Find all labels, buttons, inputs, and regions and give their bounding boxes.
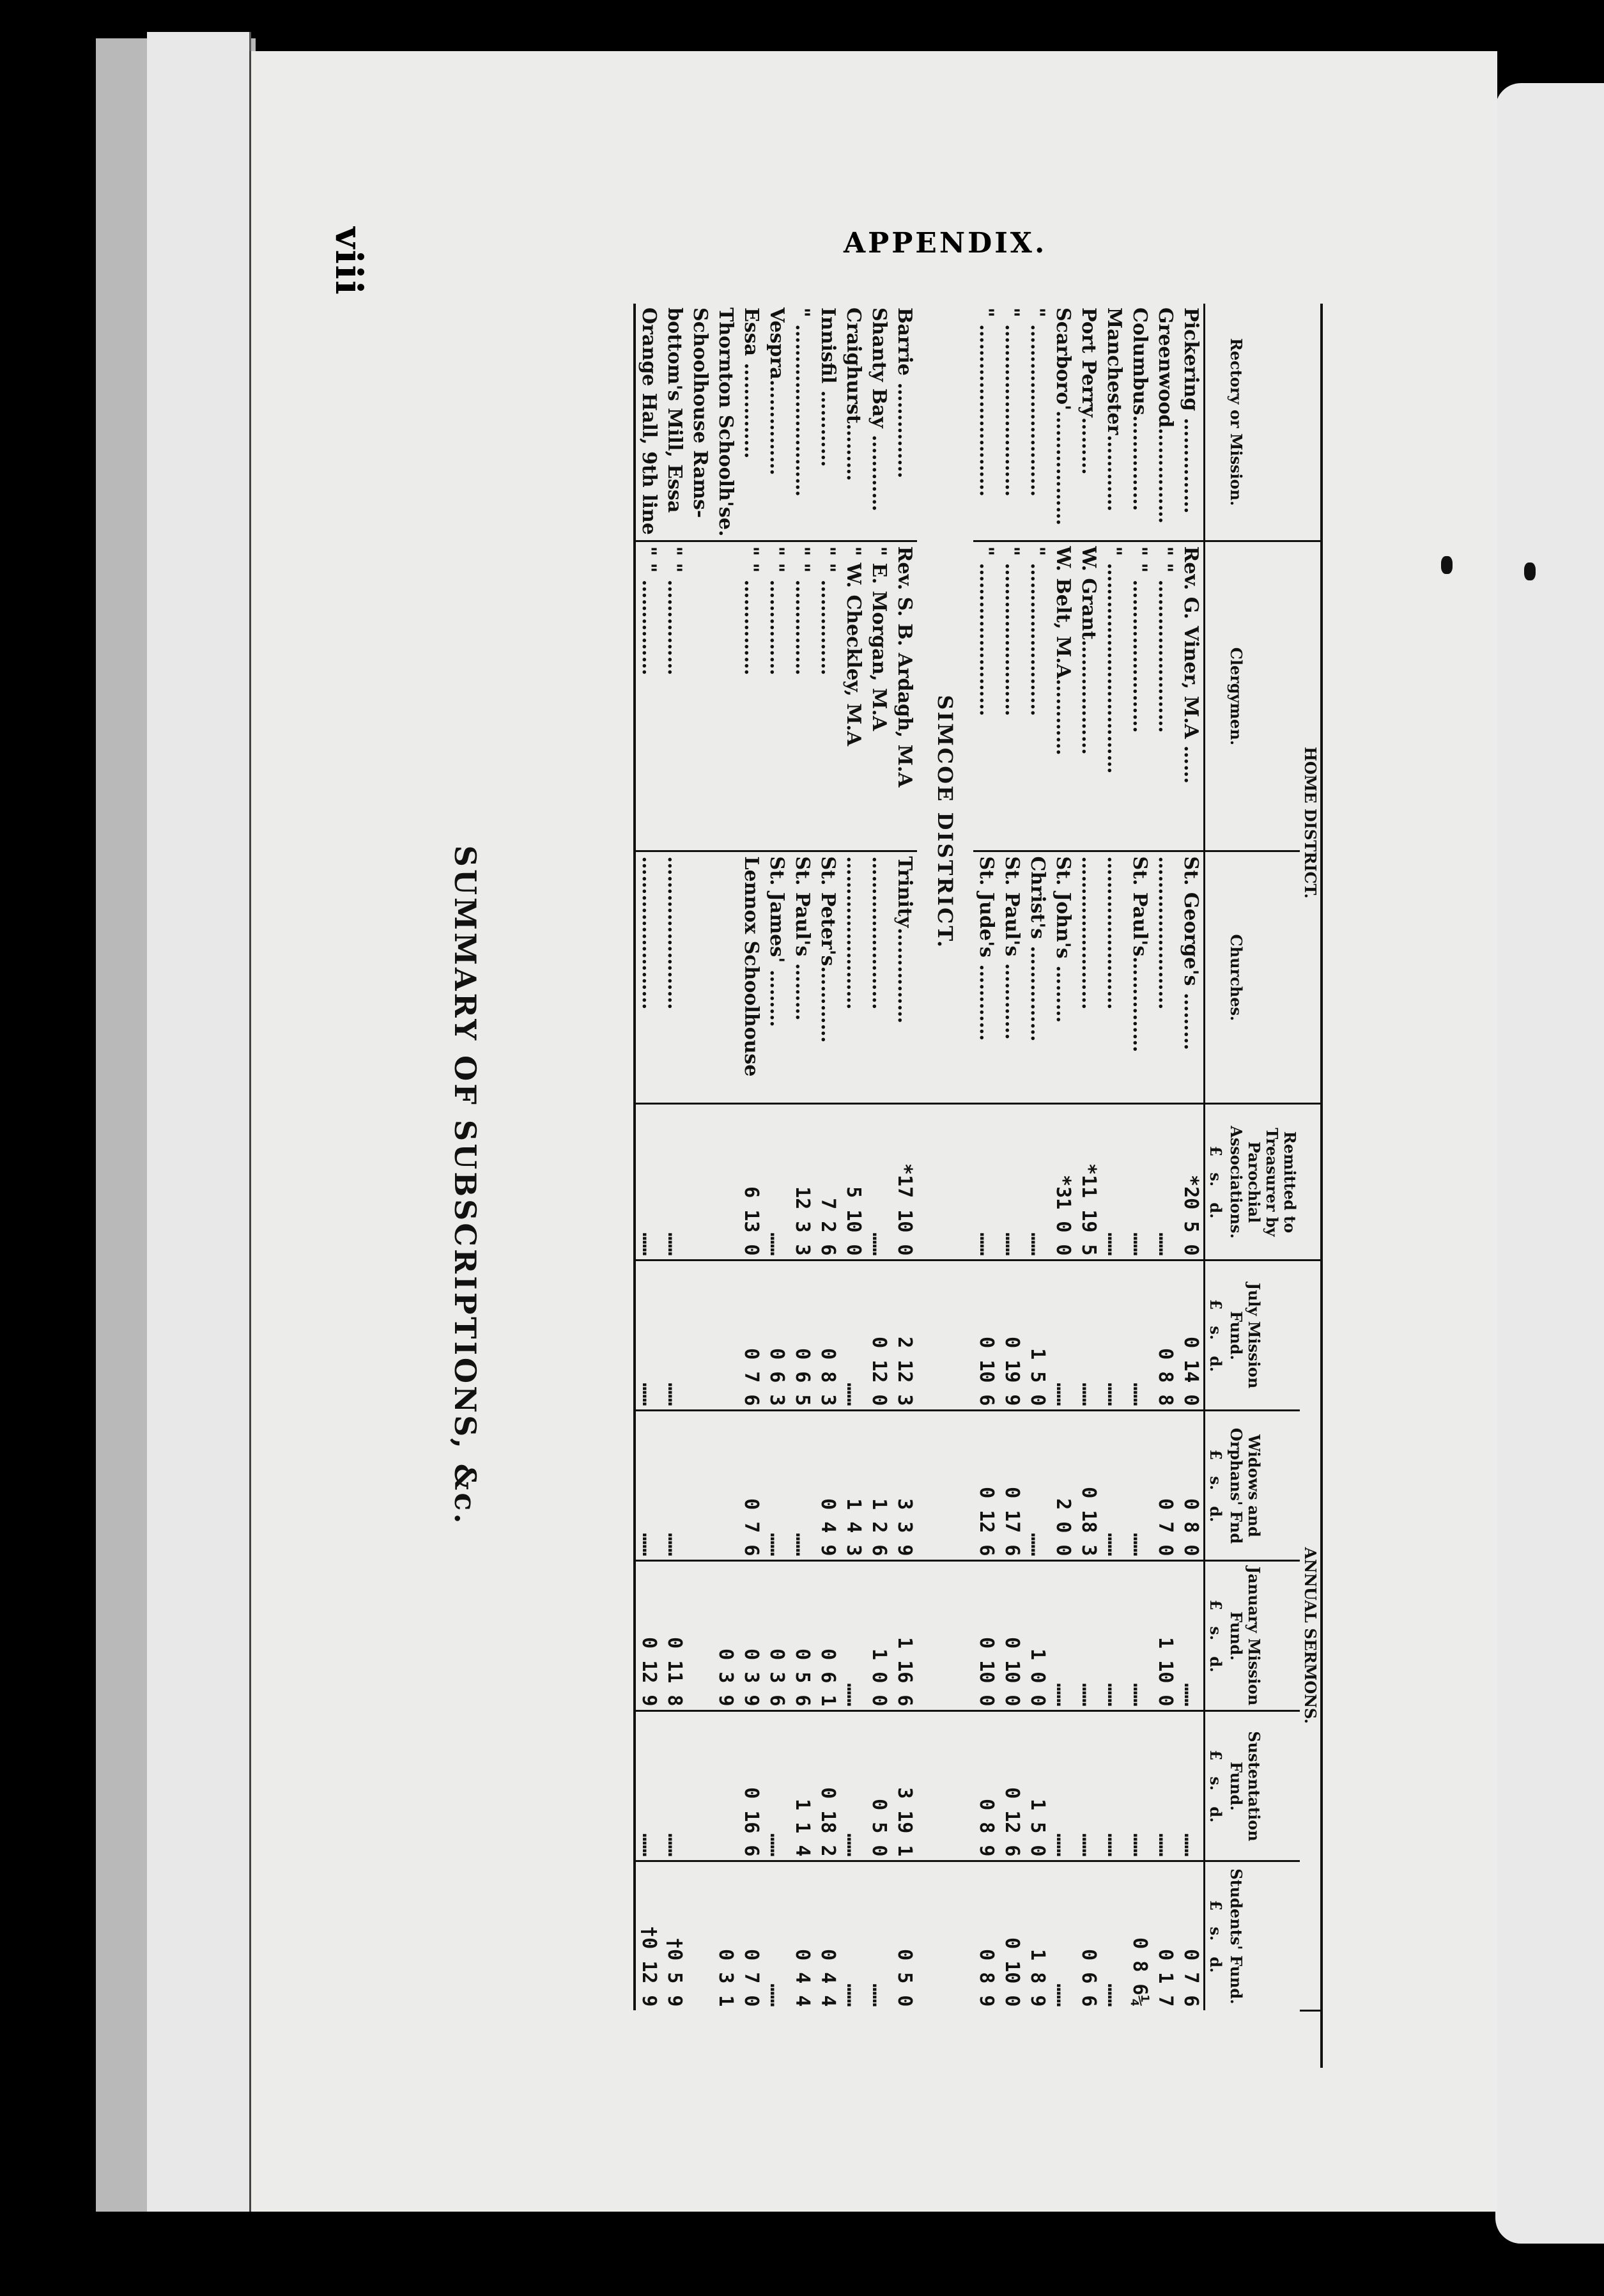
- annual-sermons-header: ANNUAL SERMONS.: [1300, 1260, 1322, 2011]
- table-cell-clergy: W. Belt, M.A…………: [1050, 541, 1076, 851]
- table-cell-clergy: " E. Morgan, M.A: [866, 541, 891, 851]
- table-cell-january: 0 3 6: [764, 1561, 789, 1711]
- subscriptions-table: [633, 304, 1323, 2068]
- table-cell-sust: 0 16 6: [738, 1711, 764, 1861]
- table-cell-clergy: Rev. S. B. Ardagh, M.A: [891, 541, 917, 851]
- table-cell: [917, 304, 973, 541]
- table-cell-remitted: 5 10 0: [840, 1104, 866, 1260]
- table-cell-remitted: ……: [999, 1104, 1024, 1260]
- table-cell-remitted: ……: [1024, 1104, 1050, 1260]
- table-cell-church: Lennox Schoolhouse: [738, 851, 764, 1104]
- table-cell-january: ……: [1127, 1561, 1152, 1711]
- table-cell-church: ……………………: [840, 851, 866, 1104]
- table-cell-church: St. Paul's……………: [1127, 851, 1152, 1104]
- table-cell-widows: 0 17 6: [999, 1411, 1024, 1561]
- table-cell-remitted: *20 5 0: [1178, 1104, 1205, 1260]
- table-cell-rectory: " ………………………: [1026, 307, 1049, 497]
- table-cell-sust: ……: [840, 1711, 866, 1861]
- table-cell-sust: 0 18 2: [815, 1711, 840, 1861]
- table-cell: [917, 1260, 973, 1411]
- table-cell-remitted: ……: [866, 1104, 891, 1260]
- table-cell-church: ……………………: [1076, 851, 1101, 1104]
- table-cell-sust: ……: [1050, 1711, 1076, 1861]
- table-cell-widows: 0 7 0: [1152, 1411, 1178, 1561]
- table-cell-widows: 3 3 9: [891, 1411, 917, 1561]
- table-cell-students: ……: [840, 1861, 866, 2011]
- col-january: January Mission Fund.: [1226, 1561, 1300, 1711]
- table-cell-remitted: *11 19 5: [1076, 1104, 1101, 1260]
- table-cell-clergy: " " ……………: [635, 541, 661, 851]
- table-cell-remitted: ……: [1101, 1104, 1127, 1260]
- table-cell-widows: ……: [1101, 1411, 1127, 1561]
- table-cell-widows: ……: [635, 1411, 661, 1561]
- table-cell-clergy: W. Grant………………: [1076, 541, 1101, 851]
- col-july: July Mission Fund.: [1226, 1260, 1300, 1411]
- table-row: [1127, 304, 1152, 2068]
- table-cell-sust: 3 19 1: [891, 1711, 917, 1861]
- table-cell-widows: 0 12 6: [973, 1411, 999, 1561]
- col-students: Students' Fund.: [1226, 1861, 1300, 2011]
- table-cell-students: 0 7 6: [1178, 1861, 1205, 2011]
- money-units: £ s. d.: [1205, 1260, 1226, 1411]
- table-cell-students: †0 5 9: [661, 1861, 687, 2011]
- table-cell-students: 0 8 6¼: [1127, 1861, 1152, 2011]
- table-cell-remitted: 6 13 0: [738, 1104, 764, 1260]
- table-cell-students: 0 4 4: [815, 1861, 840, 2011]
- header-blank: [1300, 2010, 1322, 2068]
- table-cell-sust: ……: [1178, 1711, 1205, 1861]
- table-cell-church: Trinity……………: [891, 851, 917, 1104]
- table-cell-sust: ……: [1076, 1711, 1101, 1861]
- table-cell-january: 0 11 8: [661, 1561, 687, 1711]
- table-cell-rectory: Columbus……………: [1129, 307, 1151, 511]
- table-cell-rectory: Thornton Schoolh'se.: [714, 307, 737, 537]
- table-cell-january: ……: [1101, 1561, 1127, 1711]
- table-cell-clergy: " " ……………: [738, 541, 764, 851]
- ink-spot: [1441, 556, 1453, 574]
- table-cell-widows: ……: [1127, 1411, 1152, 1561]
- table-row: [789, 304, 815, 2068]
- table-cell-july: 0 8 8: [1152, 1260, 1178, 1411]
- table-cell-july: 0 10 6: [973, 1260, 999, 1411]
- table-cell-clergy: " " ……………: [789, 541, 815, 851]
- table-cell-january: ……: [1076, 1561, 1101, 1711]
- table-cell-remitted: ……: [1152, 1104, 1178, 1260]
- table-cell-widows: 0 18 3: [1076, 1411, 1101, 1561]
- table-cell-clergy: " ……………………: [1024, 541, 1050, 851]
- table-row: [840, 304, 866, 2068]
- table-cell-clergy: " ……………………: [973, 541, 999, 851]
- table-cell-remitted: ……: [635, 1104, 661, 1260]
- table-cell-church: ……………………: [1101, 851, 1127, 1104]
- running-head: APPENDIX.: [844, 227, 1047, 260]
- table-cell-clergy: " " ……………: [661, 541, 687, 851]
- table-row: [973, 304, 999, 2068]
- table-cell-january: 0 12 9: [635, 1561, 661, 1711]
- table-cell-sust: ……: [764, 1711, 789, 1861]
- table-cell-church: ……………………: [866, 851, 891, 1104]
- home-district-rows: [973, 304, 1205, 2068]
- table-cell-church: St. Peter's…………: [815, 851, 840, 1104]
- header-blank: [1300, 1104, 1322, 1260]
- table-cell-sust: ……: [635, 1711, 661, 1861]
- table-cell-remitted: [713, 1104, 738, 1260]
- table-cell-widows: [687, 1411, 713, 1561]
- table-row: [1050, 304, 1076, 2068]
- table-cell-clergy: " ……………………………: [1101, 541, 1127, 851]
- table-cell-sust: 1 5 0: [1024, 1711, 1050, 1861]
- table-cell-july: 0 7 6: [738, 1260, 764, 1411]
- table-cell-students: ……: [1101, 1861, 1127, 2011]
- col-sustentation: Sustentation Fund.: [1226, 1711, 1300, 1861]
- table-cell-rectory: Innisfil …………: [817, 307, 839, 467]
- money-units: £ s. d.: [1205, 1411, 1226, 1561]
- table-cell: [917, 1861, 973, 2011]
- table-cell-widows: 1 4 3: [840, 1411, 866, 1561]
- table-cell-january: 0 6 1: [815, 1561, 840, 1711]
- table-cell-church: [713, 851, 738, 1104]
- table-cell-church: St. James' ………: [764, 851, 789, 1104]
- table-cell-remitted: *31 0 0: [1050, 1104, 1076, 1260]
- table-cell-rectory: Shanty Bay …………: [868, 307, 890, 512]
- table-cell-rectory: Craighurst………: [842, 307, 865, 481]
- table-cell-rectory: Pickering ……………: [1180, 307, 1202, 514]
- table-row: [1178, 304, 1205, 2068]
- table-row: [738, 304, 764, 2068]
- table-cell-students: 0 5 0: [891, 1861, 917, 2011]
- table-cell-clergy: " " ……………………: [1127, 541, 1152, 851]
- table-cell-sust: 0 8 9: [973, 1711, 999, 1861]
- table-cell-sust: 0 5 0: [866, 1711, 891, 1861]
- table-cell-january: 1 0 0: [1024, 1561, 1050, 1711]
- table-row: [764, 304, 789, 2068]
- table-cell-remitted: ……: [1127, 1104, 1152, 1260]
- table-cell-july: 0 6 5: [789, 1260, 815, 1411]
- ink-spot: [1524, 562, 1536, 580]
- header-blank: [1205, 851, 1226, 1104]
- table-cell-clergy: " " ……………: [815, 541, 840, 851]
- col-widows: Widows and Orphans' Fnd: [1226, 1411, 1300, 1561]
- table-cell-rectory: bottom's Mill, Essa: [663, 307, 686, 513]
- table-cell-july: ……: [840, 1260, 866, 1411]
- table-cell-january: 0 5 6: [789, 1561, 815, 1711]
- table-cell-church: St. George's ………: [1178, 851, 1205, 1104]
- table-cell-clergy: Rev. G. Viner, M.A ……: [1178, 541, 1205, 851]
- home-district-header: HOME DISTRICT.: [1300, 541, 1322, 1104]
- table-cell-widows: [713, 1411, 738, 1561]
- table-row: [1152, 304, 1178, 2068]
- table-cell-rectory: " ………………………: [975, 307, 998, 497]
- table-cell-students: 0 3 1: [713, 1861, 738, 2011]
- table-cell-sust: ……: [661, 1711, 687, 1861]
- money-units: £ s. d.: [1205, 1104, 1226, 1260]
- table-cell-widows: 0 7 6: [738, 1411, 764, 1561]
- table-cell-students: [687, 1861, 713, 2011]
- col-clergymen: Clergymen.: [1226, 541, 1300, 851]
- table-cell-clergy: " " ……………: [764, 541, 789, 851]
- table-cell-church: ……………………: [661, 851, 687, 1104]
- table-cell-july: ……: [661, 1260, 687, 1411]
- col-rectory: Rectory or Mission.: [1227, 337, 1245, 506]
- table-cell-rectory: Essa ……………: [740, 307, 762, 459]
- table-cell-remitted: *17 10 0: [891, 1104, 917, 1260]
- table-cell: [917, 1104, 973, 1260]
- money-units: £ s. d.: [1205, 1861, 1226, 2011]
- table-cell-students: ……: [866, 1861, 891, 2011]
- table-row: [661, 304, 687, 2068]
- table-cell-july: 0 14 0: [1178, 1260, 1205, 1411]
- table-cell-church: Christ's ……………: [1024, 851, 1050, 1104]
- table-cell-sust: [713, 1711, 738, 1861]
- table-row: [866, 304, 891, 2068]
- table-row: [891, 304, 917, 2068]
- table-cell-july: ……: [1076, 1260, 1101, 1411]
- table-cell-clergy: [687, 541, 713, 851]
- table-cell-rectory: " ………………………: [1001, 307, 1023, 497]
- table-cell-church: St. Paul's …………: [999, 851, 1024, 1104]
- page-number: viii: [327, 227, 371, 296]
- table-cell-sust: ……: [1152, 1711, 1178, 1861]
- table-title: SUMMARY OF SUBSCRIPTIONS, &c.: [448, 845, 482, 1526]
- table-cell-july: ……: [1127, 1260, 1152, 1411]
- header-blank: [1205, 304, 1226, 541]
- table-cell-church: St. Jude's …………: [973, 851, 999, 1104]
- table-cell-students: 0 1 7: [1152, 1861, 1178, 2011]
- table-cell-july: 0 6 3: [764, 1260, 789, 1411]
- header-blank: [1300, 304, 1322, 541]
- table-cell-july: 2 12 3: [891, 1260, 917, 1411]
- table-cell-remitted: 7 2 6: [815, 1104, 840, 1260]
- table-cell-sust: 1 1 4: [789, 1711, 815, 1861]
- table-cell-clergy: [713, 541, 738, 851]
- table-cell-church: ……………………: [635, 851, 661, 1104]
- table-cell-january: 1 16 6: [891, 1561, 917, 1711]
- table-row: [999, 304, 1024, 2068]
- table-cell-students: ……: [1050, 1861, 1076, 2011]
- table-cell-rectory: Port Perry………: [1077, 307, 1100, 475]
- table-cell-students: 0 6 6: [1076, 1861, 1101, 2011]
- table-cell-rectory: Orange Hall, 9th line: [635, 304, 661, 541]
- table-cell-widows: ……: [661, 1411, 687, 1561]
- table-cell-remitted: 12 3 3: [789, 1104, 815, 1260]
- table-cell-rectory: Manchester…………: [1103, 307, 1125, 512]
- table-row: [635, 304, 661, 2068]
- table-cell-widows: ……: [764, 1411, 789, 1561]
- table-cell-january: 0 10 0: [999, 1561, 1024, 1711]
- table-cell-students: 0 7 0: [738, 1861, 764, 2011]
- table-cell-widows: ……: [789, 1411, 815, 1561]
- table-cell-widows: 0 4 9: [815, 1411, 840, 1561]
- table-cell-students: ……: [764, 1861, 789, 2011]
- col-remitted: Remitted to Treasurer by Parochial Associations.: [1226, 1104, 1300, 1260]
- table-cell-widows: 0 8 0: [1178, 1411, 1205, 1561]
- table-cell-january: 1 0 0: [866, 1561, 891, 1711]
- table-cell-january: 1 10 0: [1152, 1561, 1178, 1711]
- table-cell-july: ……: [1101, 1260, 1127, 1411]
- money-units: £ s. d.: [1205, 1561, 1226, 1711]
- money-units: £ s. d.: [1205, 1711, 1226, 1861]
- table-cell-rectory: Scarboro'………………: [1052, 307, 1074, 526]
- table-cell-church: [687, 851, 713, 1104]
- table-cell-church: St. Paul's ………: [789, 851, 815, 1104]
- table-cell-remitted: ……: [973, 1104, 999, 1260]
- table-cell-rectory: Barrie ……………: [893, 307, 916, 479]
- table-cell-rectory: Greenwood……………: [1154, 307, 1176, 524]
- table-cell-july: 0 19 9: [999, 1260, 1024, 1411]
- table-cell-students: 0 8 9: [973, 1861, 999, 2011]
- table-cell-rectory: Schoolhouse Rams-: [689, 307, 711, 518]
- col-churches: Churches.: [1226, 851, 1300, 1104]
- table-cell-students: †0 12 9: [635, 1861, 661, 2011]
- table-cell-widows: 2 0 0: [1050, 1411, 1076, 1561]
- table-cell-church: St. John's ………: [1050, 851, 1076, 1104]
- table-cell-sust: ……: [1101, 1711, 1127, 1861]
- table-cell-july: 0 8 3: [815, 1260, 840, 1411]
- table-cell-remitted: ……: [764, 1104, 789, 1260]
- table-cell-january: [687, 1561, 713, 1711]
- table-cell-january: ……: [1050, 1561, 1076, 1711]
- table-cell-july: ……: [1050, 1260, 1076, 1411]
- table-row: [713, 304, 738, 2068]
- table-cell-sust: 0 12 6: [999, 1711, 1024, 1861]
- table-cell-students: 1 8 9: [1024, 1861, 1050, 2011]
- table-cell-july: [687, 1260, 713, 1411]
- table-cell: [917, 1411, 973, 1561]
- table-cell-remitted: [687, 1104, 713, 1260]
- table-cell-january: 0 10 0: [973, 1561, 999, 1711]
- page-edge: [147, 32, 251, 2212]
- simcoe-heading-row: [917, 304, 973, 2068]
- table-cell-students: 0 10 0: [999, 1861, 1024, 2011]
- table-cell-january: ……: [840, 1561, 866, 1711]
- simcoe-district-rows: [635, 304, 917, 2068]
- table-cell-sust: ……: [1127, 1711, 1152, 1861]
- table-row: [687, 304, 713, 2068]
- table-cell-january: 0 3 9: [738, 1561, 764, 1711]
- table-row: [1076, 304, 1101, 2068]
- table-row: [815, 304, 840, 2068]
- table-cell-sust: [687, 1711, 713, 1861]
- table-cell-january: ……: [1178, 1561, 1205, 1711]
- simcoe-district-label: SIMCOE DISTRICT.: [933, 695, 957, 950]
- table-cell-january: 0 3 9: [713, 1561, 738, 1711]
- rotated-table-wrapper: [403, 304, 1323, 2068]
- table-row: [1101, 304, 1127, 2068]
- table-cell-july: 1 5 0: [1024, 1260, 1050, 1411]
- table-cell-remitted: ……: [661, 1104, 687, 1260]
- facing-page-edge: [1495, 83, 1604, 2244]
- table-cell-widows: ……: [1024, 1411, 1050, 1561]
- table-cell-july: ……: [635, 1260, 661, 1411]
- table-cell-clergy: " " ……………………: [1152, 541, 1178, 851]
- table-cell-widows: 1 2 6: [866, 1411, 891, 1561]
- table-cell-july: [713, 1260, 738, 1411]
- table-cell: [917, 1711, 973, 1861]
- table-cell: [917, 1561, 973, 1711]
- table-cell-rectory: " ………………………: [791, 307, 814, 497]
- table-row: [1024, 304, 1050, 2068]
- table-cell-rectory: Vespra……………: [766, 307, 788, 476]
- table-cell-church: ……………………: [1152, 851, 1178, 1104]
- table-cell-students: 0 4 4: [789, 1861, 815, 2011]
- header-blank: [1205, 541, 1226, 851]
- table-cell-july: 0 12 0: [866, 1260, 891, 1411]
- table-cell-clergy: " ……………………: [999, 541, 1024, 851]
- table-cell-clergy: " W. Checkley, M.A: [840, 541, 866, 851]
